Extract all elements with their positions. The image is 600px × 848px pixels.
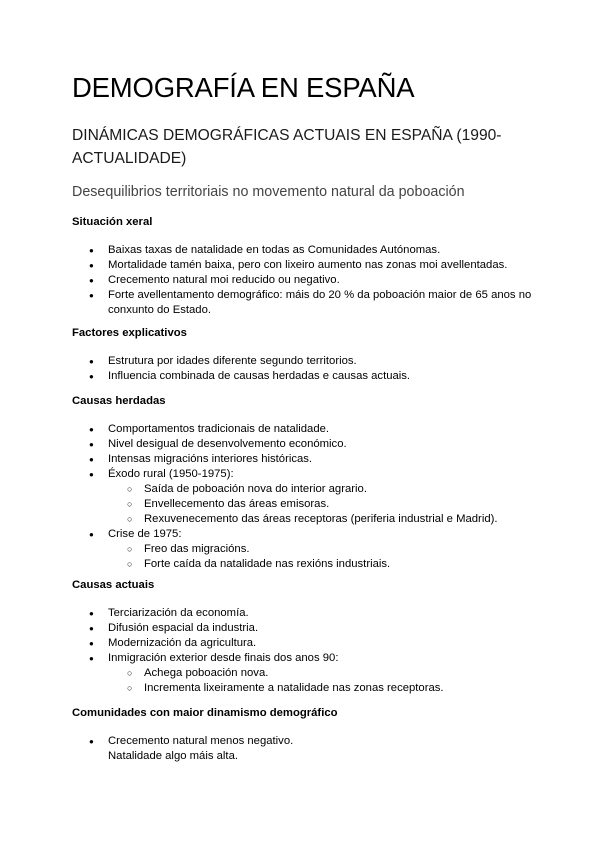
sub-list-item: ○ Envellecemento das áreas emisoras. (108, 497, 552, 512)
sub-bullet-list (108, 542, 552, 572)
list-item: ● Nivel desigual de desenvolvemento económico. (72, 437, 552, 452)
list-item-line: ● Crecemento natural menos negativo. (108, 735, 294, 747)
bullet-list (72, 422, 552, 572)
list-item: ● Difusión espacial da industria. (72, 621, 552, 636)
list-item-text: Inmigración exterior desde finais dos anos 90: (108, 652, 339, 664)
section-herdadas (72, 393, 552, 572)
list-item: ● Modernización da agricultura. (72, 636, 552, 651)
section-title: Causas actuais (72, 579, 155, 591)
bullet-list (72, 734, 552, 764)
list-item (72, 651, 552, 696)
list-item: ● Comportamentos tradicionais de natalidade. (72, 422, 552, 437)
list-item (72, 527, 552, 572)
subtitle: DINÁMICAS DEMOGRÁFICAS ACTUAIS EN ESPAÑA (1990-ACTUALIDADE) (72, 127, 502, 167)
sub-list-item: ○ Forte caída da natalidade nas rexións industriais. (108, 557, 552, 572)
section-title: Comunidades con maior dinamismo demográfico (72, 707, 338, 719)
page-title: DEMOGRAFÍA EN ESPAÑA (72, 72, 415, 103)
sub-list-item: ○ Rexuvenecemento das áreas receptoras (periferia industrial e Madrid). (108, 512, 552, 527)
list-item: ● Baixas taxas de natalidade en todas as Comunidades Autónomas. (72, 243, 552, 258)
bullet-list (72, 354, 552, 384)
list-item-line: Natalidade algo máis alta. (108, 750, 238, 762)
list-item: ● Intensas migracións interiores históricas. (72, 452, 552, 467)
section-factores (72, 325, 552, 384)
section-heading: Desequilibrios territoriais no movemento natural da poboación (72, 184, 465, 200)
bullet-list (72, 243, 552, 318)
list-item: ● Mortalidade tamén baixa, pero con lixeiro aumento nas zonas moi avellentadas. (72, 258, 552, 273)
bullet-list (72, 606, 552, 696)
section-title: Situación xeral (72, 216, 153, 228)
list-item-text: Crise de 1975: (108, 528, 182, 540)
sub-list-item: ○ Achega poboación nova. (108, 666, 552, 681)
section-comunidades (72, 705, 552, 764)
list-item: ● Influencia combinada de causas herdadas e causas actuais. (72, 369, 552, 384)
list-item (72, 467, 552, 527)
list-item: ● Estrutura por idades diferente segundo territorios. (72, 354, 552, 369)
list-item: ● Crecemento natural moi reducido ou negativo. (72, 273, 552, 288)
list-item: ● Forte avellentamento demográfico: máis do 20 % da poboación maior de 65 anos no conxunto do Estado. (72, 288, 552, 318)
sub-list-item: ○ Incrementa lixeiramente a natalidade nas zonas receptoras. (108, 681, 552, 696)
section-title: Causas herdadas (72, 395, 166, 407)
sub-bullet-list (108, 666, 552, 696)
sub-list-item: ○ Saída de poboación nova do interior agrario. (108, 482, 552, 497)
sub-bullet-list (108, 482, 552, 527)
list-item (72, 734, 552, 764)
section-situacion (72, 214, 552, 318)
list-item: ● Terciarización da economía. (72, 606, 552, 621)
list-item-text: Éxodo rural (1950-1975): (108, 468, 234, 480)
section-title: Factores explicativos (72, 327, 187, 339)
sub-list-item: ○ Freo das migracións. (108, 542, 552, 557)
section-actuais (72, 577, 552, 696)
